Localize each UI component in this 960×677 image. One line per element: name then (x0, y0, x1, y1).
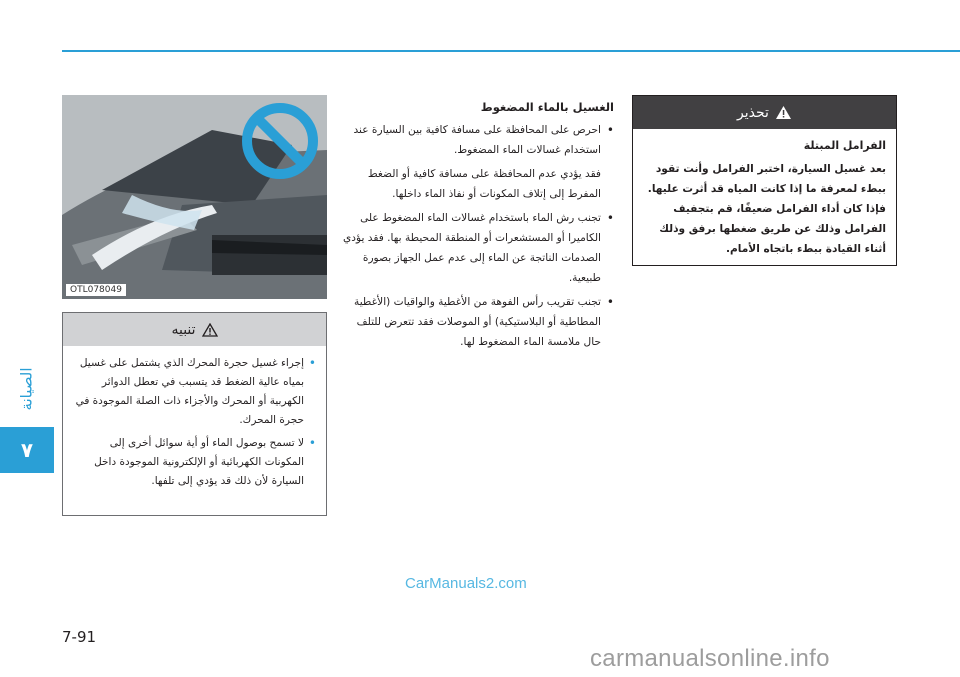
warning-title: تحذير (737, 104, 769, 121)
section-title: الغسيل بالماء المضغوط (480, 100, 614, 114)
page-number: 7-91 (62, 628, 97, 646)
paragraph: فقد يؤدي عدم المحافظة على مسافة كافية أو الضغط المفرط إلى إتلاف المكونات أو نفاذ الماء داخلها. (367, 168, 601, 200)
top-rule (62, 50, 960, 52)
engine-wash-photo (62, 95, 327, 299)
bullet-item: • احرص على المحافظة على مسافة كافية بين السيارة عند استخدام غسالات الماء المضغوط. (342, 120, 614, 160)
caution-triangle-icon (202, 323, 218, 337)
caution-body (63, 346, 326, 501)
chapter-side-label-text: الصيانة (18, 367, 36, 411)
bullet-item: • تجنب تقريب رأس الفوهة من الأغطية والواقيات (الأغطية المطاطية أو البلاستيكية) أو الموصلات فقد تتعرض للتلف حال ملامسة الماء المضغوط لها. (342, 292, 614, 352)
image-code: OTL078049 (66, 284, 126, 296)
warning-header (633, 96, 896, 129)
prohibited-sign-icon (240, 101, 320, 181)
caution-item: • إجراء غسيل حجرة المحرك الذي يشتمل على غسيل بمياه عالية الضغط قد يتسبب في تعطل الدوائر الكهربية أو المحرك والأجزاء ذات الصلة الموجودة في حجرة المحرك. (73, 354, 316, 430)
warning-box (632, 95, 897, 266)
high-pressure-wash-section (342, 98, 614, 356)
warning-subtitle: الفرامل المبتلة (803, 139, 886, 152)
caution-box (62, 312, 327, 516)
caution-item: • لا تسمح بوصول الماء أو أية سوائل أخرى إلى المكونات الكهربائية أو الإلكترونية الموجودة داخل السيارة لأن ذلك قد يؤدي إلى تلفها. (73, 434, 316, 491)
watermark: CarManuals2.com (405, 575, 527, 592)
warning-text: بعد غسيل السيارة، اختبر الفرامل وأنت تقود ببطء لمعرفة ما إذا كانت المياه قد أثرت عليها. فإذا كان أداء الفرامل ضعيفًا، قم بتجفيف الفرامل وذلك عن طريق ضغطها برفق وذلك أثناء القيادة ببطء باتجاه الأمام. (647, 163, 886, 255)
footer-watermark: carmanualsonline.info (590, 645, 830, 672)
bullet-item: • تجنب رش الماء باستخدام غسالات الماء المضغوط على الكاميرا أو المستشعرات أو المنطقة المحيطة بها. فقد يؤدي الصدمات الناتجة عن الماء إلى عدم عمل الجهاز بصورة طبيعية. (342, 208, 614, 288)
warning-body (633, 129, 896, 267)
chapter-side-label (0, 355, 54, 423)
caution-title: تنبيه (171, 321, 196, 338)
chapter-tab: ٧ (0, 427, 54, 473)
warning-triangle-icon (775, 105, 792, 120)
caution-header (63, 313, 326, 346)
